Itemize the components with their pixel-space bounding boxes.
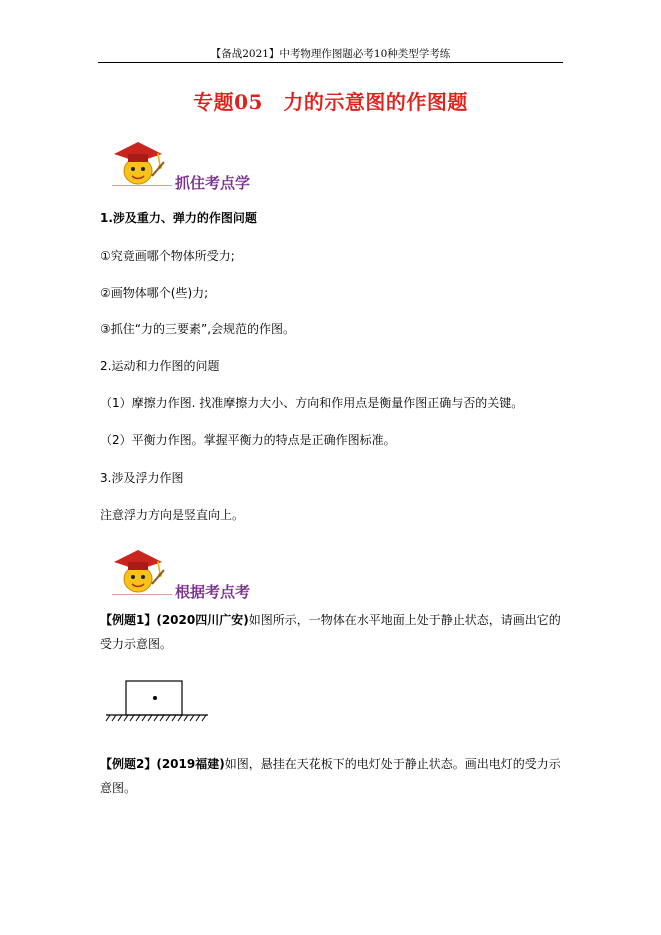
list-item: ①究竟画哪个物体所受力;: [100, 249, 235, 263]
section-title-exam: 根据考点考: [175, 583, 251, 601]
topic-heading-2: 2.运动和力作图的问题: [100, 359, 220, 373]
example-2-label: 【例题2】(2019福建): [100, 757, 225, 771]
list-item: （1）摩擦力作图. 找准摩擦力大小、方向和作用点是衡量作图正确与否的关键。: [100, 396, 524, 410]
example-2: [100, 752, 565, 800]
example-1-label: 【例题1】(2020四川广安): [100, 613, 249, 627]
section-underline: [112, 185, 172, 186]
page-title: 专题05 力的示意图的作图题: [193, 90, 468, 114]
topic-heading-3: 3.涉及浮力作图: [100, 471, 184, 485]
block-on-ground-diagram: [104, 675, 210, 727]
section-title-learn: 抓住考点学: [175, 174, 251, 192]
section-underline: [112, 594, 172, 595]
header-rule: [98, 62, 563, 63]
example-1: [100, 608, 565, 656]
topic-heading-1: 1.涉及重力、弹力的作图问题: [100, 211, 257, 225]
graduate-cap-emoji-icon: [108, 546, 172, 596]
example-1-text: 如图所示，一物体在水平地面上处于静止状态，请画出它的受力示意图。: [100, 613, 561, 651]
list-item: ②画物体哪个(些)力;: [100, 286, 209, 300]
graduate-cap-emoji-icon: [108, 138, 172, 188]
example-2-text: 如图，悬挂在天花板下的电灯处于静止状态。画出电灯的受力示意图。: [100, 757, 561, 795]
list-item: （2）平衡力作图。掌握平衡力的特点是正确作图标准。: [100, 433, 396, 447]
page-header: 【备战2021】中考物理作图题必考10种类型学考练: [210, 48, 451, 60]
list-item: ③抓住“力的三要素”,会规范的作图。: [100, 322, 296, 336]
list-item: 注意浮力方向是竖直向上。: [100, 508, 245, 522]
